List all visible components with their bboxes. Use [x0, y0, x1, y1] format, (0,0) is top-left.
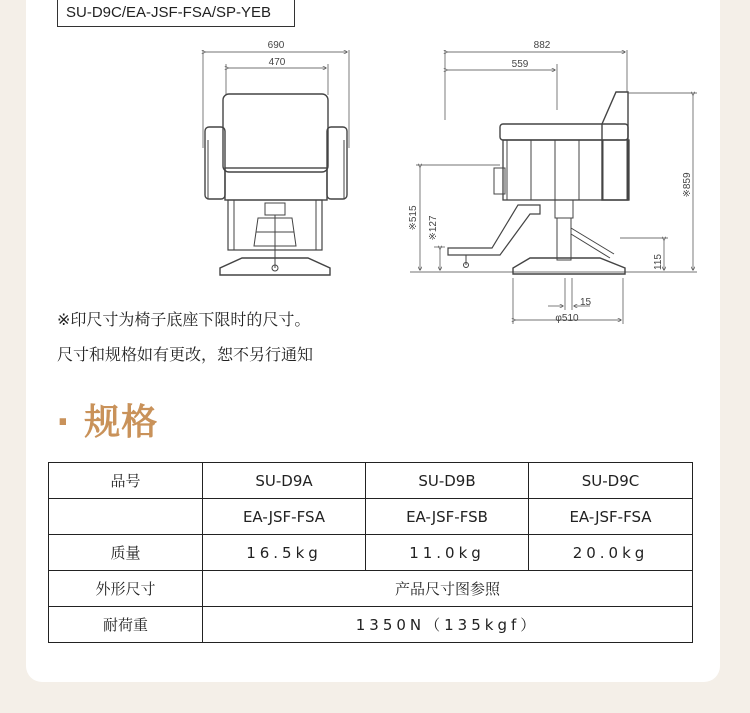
- spec-table: [48, 462, 693, 643]
- cell-base-c: EA-JSF-FSA: [529, 499, 693, 535]
- dim-base-diameter: φ510: [555, 313, 579, 324]
- table-row: [49, 571, 693, 607]
- chair-dimension-drawing: [0, 0, 750, 340]
- cell-weight-a: 16.5kg: [203, 535, 366, 571]
- note-disclaimer: 尺寸和规格如有更改，恕不另行通知: [57, 345, 314, 364]
- table-row: [49, 535, 693, 571]
- table-row: [49, 607, 693, 643]
- note-dimension: ※印尺寸为椅子底座下限时的尺寸。: [57, 310, 311, 329]
- row-label: [49, 499, 203, 535]
- row-label: 质量: [49, 535, 203, 571]
- table-row: [49, 499, 693, 535]
- table-row: [49, 463, 693, 499]
- dim-front-total-width: 690: [267, 40, 285, 51]
- row-label: 外形尺寸: [49, 571, 203, 607]
- dim-side-seat-depth: 559: [511, 59, 529, 70]
- row-label: 耐荷重: [49, 607, 203, 643]
- cell-base-b: EA-JSF-FSB: [366, 499, 529, 535]
- dim-height-base: 115: [653, 254, 664, 270]
- cell-base-a: EA-JSF-FSA: [203, 499, 366, 535]
- cell-dimensions: 产品尺寸图参照: [203, 571, 693, 607]
- cell-weight-c: 20.0kg: [529, 535, 693, 571]
- model-tag: SU-D9C/EA-JSF-FSA/SP-YEB: [57, 0, 295, 27]
- dim-height-seat: ※515: [408, 205, 419, 231]
- dim-height-footrest: ※127: [428, 215, 439, 241]
- cell-weight-b: 11.0kg: [366, 535, 529, 571]
- spec-title: · 规格: [56, 402, 159, 443]
- row-label: 品号: [49, 463, 203, 499]
- dim-height-total: ※859: [682, 172, 693, 198]
- cell-model-a: SU-D9A: [203, 463, 366, 499]
- dim-offset: 15: [580, 297, 592, 308]
- dim-side-total-depth: 882: [533, 40, 551, 51]
- dim-front-seat-width: 470: [268, 57, 286, 68]
- cell-load-capacity: 1350N（135kgf）: [203, 607, 693, 643]
- cell-model-c: SU-D9C: [529, 463, 693, 499]
- cell-model-b: SU-D9B: [366, 463, 529, 499]
